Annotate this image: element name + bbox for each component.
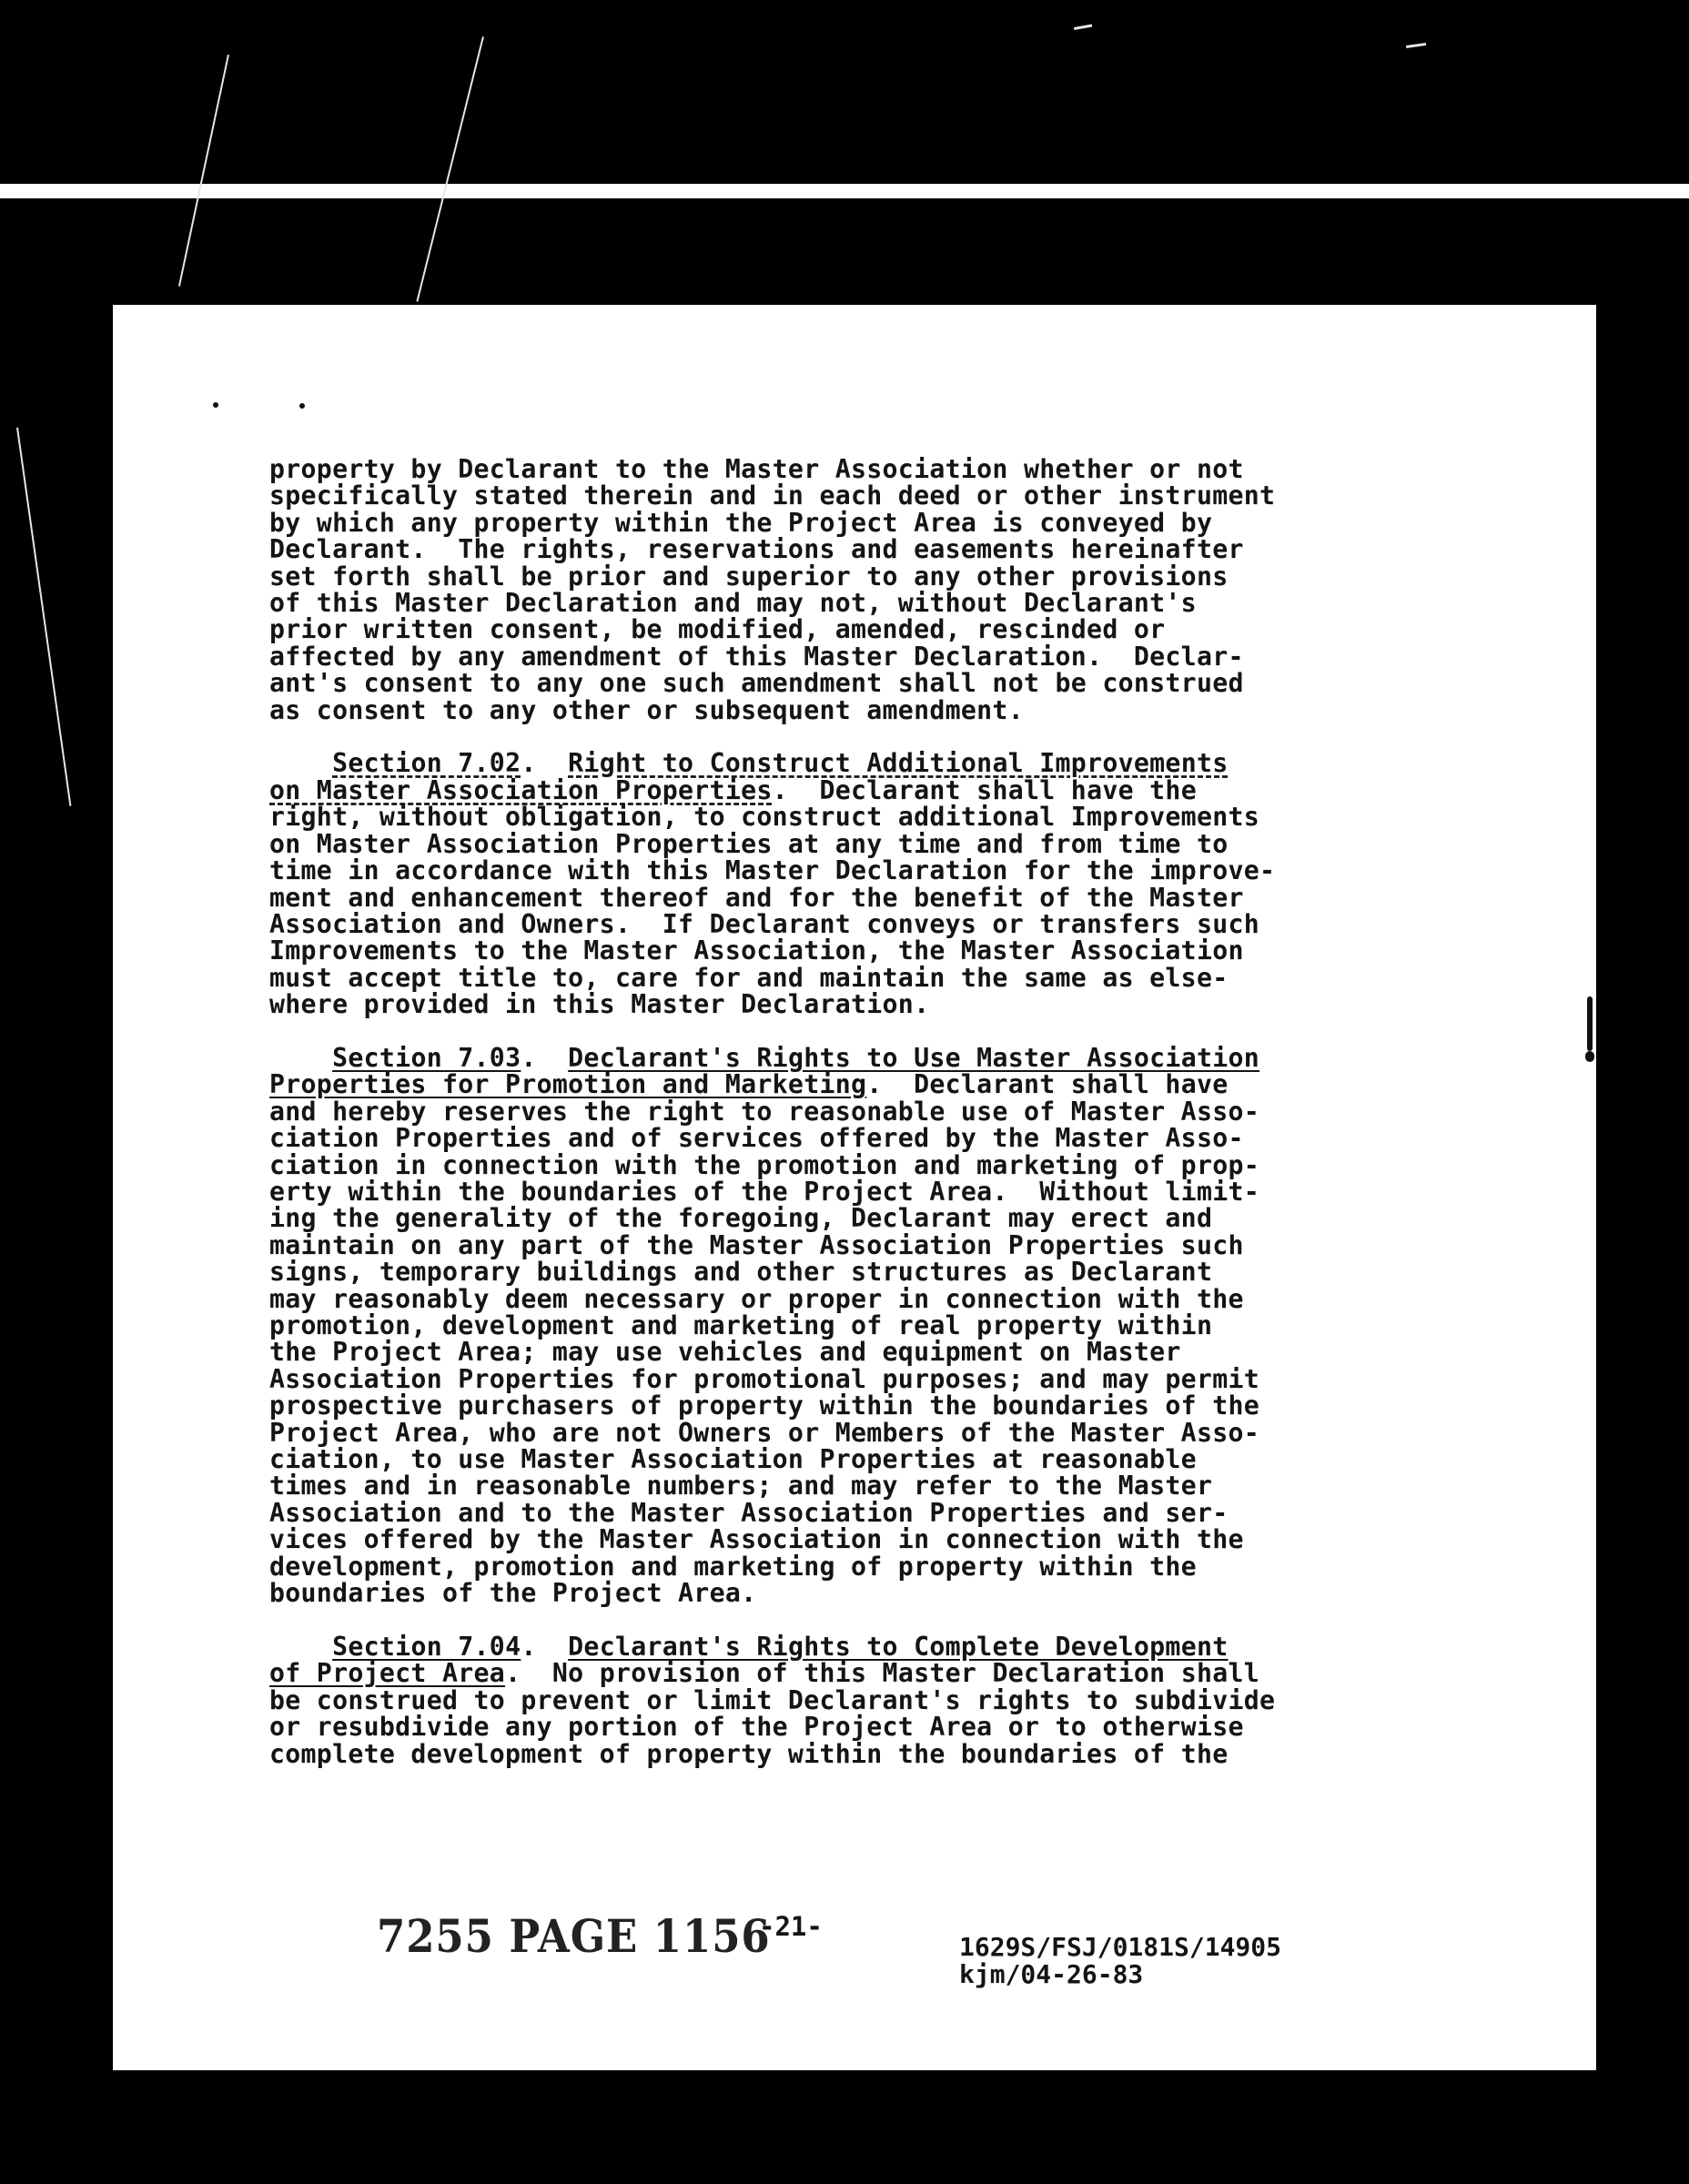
scan-scratch bbox=[16, 428, 71, 806]
text-line: of this Master Declaration and may not, without Declarant's bbox=[269, 588, 1197, 619]
scan-black-band bbox=[0, 0, 1689, 182]
text-line: be construed to prevent or limit Declarant's rights to subdivide bbox=[269, 1684, 1276, 1715]
section-title: Properties for Promotion and Marketing bbox=[269, 1069, 867, 1100]
text-line: as consent to any other or subsequent amendment. bbox=[269, 694, 1024, 725]
text-line: ciation Properties and of services offered by the Master Asso- bbox=[269, 1123, 1244, 1154]
paragraph-continuation bbox=[269, 456, 1543, 723]
document-reference bbox=[959, 1934, 1281, 1988]
text-line: complete development of property within the boundaries of the bbox=[269, 1738, 1229, 1769]
text-line: Improvements to the Master Association, the Master Association bbox=[269, 935, 1244, 966]
text-line: prior written consent, be modified, amended, rescinded or bbox=[269, 614, 1166, 645]
scan-speck bbox=[299, 403, 305, 409]
text-line: property by Declarant to the Master Association whether or not bbox=[269, 454, 1244, 484]
text-line: development, promotion and marketing of property within the bbox=[269, 1551, 1197, 1582]
section-number: Section 7.03 bbox=[332, 1042, 521, 1073]
text-line: erty within the boundaries of the Project Area. Without limit- bbox=[269, 1176, 1260, 1207]
scan-edge-mark bbox=[1585, 1051, 1594, 1062]
text-line: must accept title to, care for and maintain the same as else- bbox=[269, 962, 1229, 993]
text-line: promotion, development and marketing of real property within bbox=[269, 1310, 1213, 1340]
text-line: specifically stated therein and in each deed or other instrument bbox=[269, 480, 1276, 511]
scan-edge-mark bbox=[1587, 996, 1593, 1051]
reference-line: kjm/04-26-83 bbox=[959, 1959, 1144, 1989]
text-line: ciation, to use Master Association Properties at reasonable bbox=[269, 1444, 1197, 1475]
scan-speck bbox=[213, 402, 218, 408]
section-7-04: Section 7.04. Declarant's Rights to Complete Development of Project Area. No provision of this Master Declaration shall be construed to prevent or limit Declarant's rights to subdivide or resubdivide any portion of the Project Area or to otherwise complete development of property within the boundaries of the bbox=[269, 1631, 1276, 1769]
text-line: signs, temporary buildings and other structures as Declarant bbox=[269, 1257, 1213, 1288]
section-title: Declarant's Rights to Complete Development bbox=[568, 1631, 1229, 1662]
text-line: the Project Area; may use vehicles and equipment on Master bbox=[269, 1337, 1181, 1368]
text-line: ment and enhancement thereof and for the benefit of the Master bbox=[269, 882, 1244, 913]
text-line: Declarant shall have the bbox=[787, 774, 1197, 805]
section-title: of Project Area bbox=[269, 1658, 506, 1689]
text-line: Declarant. The rights, reservations and easements hereinafter bbox=[269, 534, 1244, 565]
text-line: may reasonably deem necessary or proper in connection with the bbox=[269, 1283, 1244, 1314]
text-line: Declarant shall have bbox=[882, 1069, 1229, 1100]
section-title: on Master Association Properties bbox=[269, 774, 773, 805]
text-line: on Master Association Properties at any time and from time to bbox=[269, 828, 1229, 859]
text-line: or resubdivide any portion of the Project Area or to otherwise bbox=[269, 1712, 1244, 1743]
text-line: Project Area, who are not Owners or Members of the Master Asso- bbox=[269, 1417, 1260, 1448]
section-title: Declarant's Rights to Use Master Association bbox=[568, 1042, 1260, 1073]
document-page bbox=[113, 305, 1596, 2070]
text-line: maintain on any part of the Master Association Properties such bbox=[269, 1229, 1244, 1260]
text-line: ant's consent to any one such amendment shall not be construed bbox=[269, 668, 1244, 699]
text-line: times and in reasonable numbers; and may refer to the Master bbox=[269, 1471, 1213, 1502]
text-line: by which any property within the Project Area is conveyed by bbox=[269, 507, 1213, 538]
text-line: boundaries of the Project Area. bbox=[269, 1578, 757, 1609]
text-line: and hereby reserves the right to reasonable use of Master Asso- bbox=[269, 1096, 1260, 1127]
page-number: -21- bbox=[759, 1911, 823, 1942]
section-7-03: Section 7.03. Declarant's Rights to Use Master Association Properties for Promotion and Marketing. Declarant shall have and hereby reserves the right to reasonable use of Master Asso- ciation Properties and of services offered by the Master Asso- ciation in connection with the promotion and marketing of prop- erty within the boundaries of the Project Area. Without limit- ing the generality of the foregoing, Declarant may erect and maintain on any part of the Master Association Properties such signs, temporary buildings and other structures as Declarant may reasonably deem necessary or proper in connection with the promotion, development and marketing of real property within the Project Area; may use vehicles and equipment on Master Association Properties for promotional purposes; and may permit prospective purchasers of property within the boundaries of the Project Area, who are not Owners or Members of the Master Asso- ciation, to use Master Association Properties at reasonable times and in reasonable numbers; and may refer to the Master Association and to the Master Association Properties and ser- vices offered by the Master Association in connection with the development, promotion and marketing of property within the boundaries of the Project Area. bbox=[269, 1042, 1260, 1609]
section-title: Right to Construct Additional Improvements bbox=[568, 748, 1229, 779]
text-line: vices offered by the Master Association in connection with the bbox=[269, 1524, 1244, 1555]
text-line: affected by any amendment of this Master Declaration. Declar- bbox=[269, 641, 1244, 672]
text-line: Association and to the Master Association Properties and ser- bbox=[269, 1497, 1229, 1528]
section-number: Section 7.04 bbox=[332, 1631, 521, 1662]
text-line: Association and Owners. If Declarant conveys or transfers such bbox=[269, 908, 1260, 939]
recording-stamp: 7255 PAGE 1156 bbox=[377, 1909, 771, 1963]
text-line: right, without obligation, to construct additional Improvements bbox=[269, 802, 1260, 833]
section-7-02: Section 7.02. Right to Construct Additional Improvements on Master Association Properties. Declarant shall have the right, without obligation, to construct additional Improvements on Master Association Properties at any time and from time to time in accordance with this Master Declaration for the improve- ment and enhancement thereof and for the benefit of the Master Association and Owners. If Declarant conveys or transfers such Improvements to the Master Association, the Master Association must accept title to, care for and maintain the same as else- where provided in this Master Declaration. bbox=[269, 748, 1276, 1020]
text-line: prospective purchasers of property within the boundaries of the bbox=[269, 1390, 1260, 1421]
text-line: ing the generality of the foregoing, Declarant may erect and bbox=[269, 1203, 1213, 1234]
text-line: Association Properties for promotional purposes; and may permit bbox=[269, 1363, 1260, 1394]
text-line: No provision of this Master Declaration shall bbox=[521, 1658, 1260, 1689]
scan-white-strip bbox=[0, 184, 1689, 198]
text-line: ciation in connection with the promotion and marketing of prop- bbox=[269, 1149, 1260, 1180]
text-line: set forth shall be prior and superior to any other provisions bbox=[269, 561, 1229, 592]
reference-line: 1629S/FSJ/0181S/14905 bbox=[959, 1932, 1282, 1962]
document-body bbox=[269, 456, 1543, 1767]
section-number: Section 7.02 bbox=[332, 748, 521, 779]
text-line: time in accordance with this Master Declaration for the improve- bbox=[269, 855, 1276, 886]
text-line: where provided in this Master Declaration. bbox=[269, 989, 930, 1020]
